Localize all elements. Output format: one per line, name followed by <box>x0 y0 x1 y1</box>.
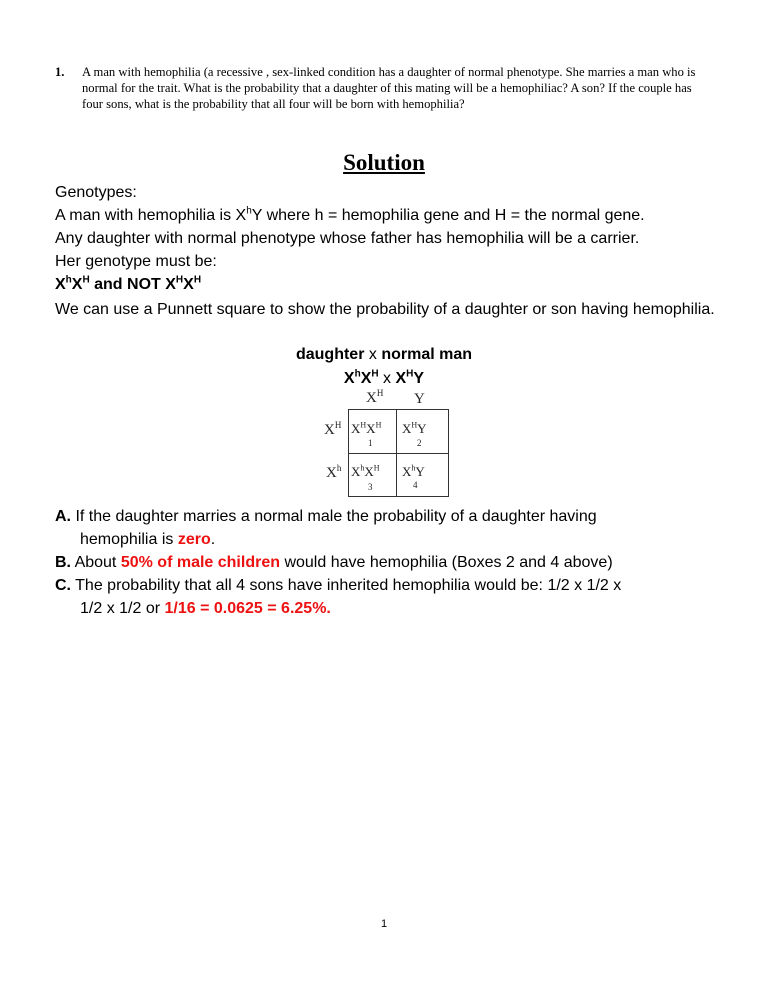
answer-c-line-2 <box>55 597 745 620</box>
cross-normal-man: normal man <box>381 346 473 363</box>
g-x3: X <box>165 276 176 293</box>
cell-3-b: X <box>364 464 374 479</box>
punnett-top-xH <box>366 390 383 407</box>
cell-1-b: X <box>366 421 376 436</box>
question-text: A man with hemophilia (a recessive , sex-linked condition has a daughter of normal phenotype. She marries a man who is normal for the trait. What is the probability that a daughter of this mating will be a hemophiliac? A son? If the couple has four sons, what is the probability that all four will be born with hemophilia? <box>82 65 696 111</box>
cross-line <box>0 346 768 364</box>
cell-2-b: Y <box>417 421 427 436</box>
punnett-grid <box>348 409 449 497</box>
cg-x3: X <box>395 370 407 387</box>
cross-x: x <box>368 346 377 363</box>
cell-2-a: X <box>402 421 412 436</box>
cell-4-b: Y <box>415 464 425 479</box>
answer-a <box>55 505 745 551</box>
punnett-intro: We can use a Punnett square to show the probability of a daughter or son having hemophilia. <box>55 301 715 318</box>
man-genotype-line <box>55 204 735 227</box>
cross-genotypes <box>0 370 768 388</box>
punnett-cell-number-1: 1 <box>368 438 373 448</box>
punnett-cell-number-3: 3 <box>368 482 373 492</box>
answer-a-text-1: If the daughter marries a normal male the probability of a daughter having <box>71 508 597 525</box>
man-text-after: Y where h = hemophilia gene and H = the normal gene. <box>251 207 645 224</box>
punnett-cell-number-4: 4 <box>413 480 418 490</box>
answer-b-label: B. <box>55 554 71 571</box>
g-x2: X <box>71 276 83 293</box>
answer-c-label: C. <box>55 577 71 594</box>
man-sup-h: h <box>246 205 252 217</box>
punnett-side-xh-sup: h <box>336 463 342 473</box>
g-and-not: and NOT <box>89 276 166 293</box>
answer-c <box>55 574 745 620</box>
g-sup-H1: H <box>82 274 90 286</box>
answer-c-highlight: 1/16 = 0.0625 = 6.25%. <box>164 600 331 617</box>
answer-b <box>55 551 745 574</box>
her-genotype-line: Her genotype must be: <box>55 253 217 270</box>
cell-4-a-sup: h <box>411 463 416 473</box>
answer-a-line-2 <box>55 528 745 551</box>
punnett-side-xH <box>324 422 341 439</box>
punnett-side-xh <box>326 465 341 482</box>
punnett-side-xh-base: X <box>326 465 337 481</box>
cell-1-b-sup: H <box>375 420 382 430</box>
g-x4: X <box>183 276 194 293</box>
answer-b-highlight: 50% of male children <box>120 554 280 571</box>
punnett-cell-2 <box>402 421 427 437</box>
answer-a-label: A. <box>55 508 71 525</box>
cg-x-sign: x <box>383 370 392 387</box>
answer-c-text-2: 1/2 x 1/2 or <box>80 600 165 617</box>
punnett-cell-4 <box>402 464 425 480</box>
cg-x2: X <box>360 370 372 387</box>
punnett-top-xH-sup: H <box>376 388 384 398</box>
genotypes-label: Genotypes: <box>55 184 137 201</box>
cg-sup-h: h <box>354 368 361 380</box>
punnett-cell-number-2: 2 <box>417 438 422 448</box>
page-number: 1 <box>380 918 388 930</box>
punnett-side-xH-sup: H <box>334 420 342 430</box>
g-sup-H2: H <box>175 274 184 286</box>
punnett-top-y: Y <box>414 391 425 407</box>
solution-title: Solution <box>343 150 425 175</box>
grid-divider-horizontal <box>349 453 448 454</box>
cell-3-b-sup: H <box>373 463 380 473</box>
cg-y: Y <box>413 370 425 387</box>
g-sup-H3: H <box>193 274 202 286</box>
answer-c-line-1 <box>55 574 745 597</box>
answer-b-text-1: About <box>71 554 121 571</box>
punnett-cell-3 <box>351 464 380 480</box>
g-x1: X <box>55 276 66 293</box>
cg-sup-H1: H <box>371 368 379 380</box>
question-number: 1. <box>55 65 65 79</box>
cell-2-a-sup: H <box>411 420 418 430</box>
answer-a-text-2: hemophilia is <box>80 531 178 548</box>
answer-c-text-1: The probability that all 4 sons have inherited hemophilia would be: 1/2 x 1/2 x <box>71 577 622 594</box>
answer-b-text-2: would have hemophilia (Boxes 2 and 4 above) <box>280 554 613 571</box>
cg-x1: X <box>343 370 355 387</box>
punnett-side-xH-base: X <box>324 422 335 438</box>
cell-1-a: X <box>351 421 361 436</box>
answer-a-end: . <box>210 531 216 548</box>
answer-a-line-1 <box>55 505 745 528</box>
cell-3-a-sup: h <box>360 463 365 473</box>
carrier-line: Any daughter with normal phenotype whose father has hemophilia will be a carrier. <box>55 230 640 247</box>
cross-daughter: daughter <box>295 346 365 363</box>
punnett-top-xH-base: X <box>366 390 377 406</box>
genotype-statement <box>55 273 735 296</box>
man-text-before: A man with hemophilia is X <box>55 207 247 224</box>
cell-4-a: X <box>402 464 412 479</box>
cg-sup-H2: H <box>406 368 414 380</box>
answer-a-highlight: zero <box>177 531 211 548</box>
cell-3-a: X <box>351 464 361 479</box>
punnett-square <box>322 388 452 500</box>
cell-1-a-sup: H <box>360 420 367 430</box>
question-block <box>55 64 715 112</box>
punnett-cell-1 <box>351 421 381 437</box>
g-sup-h: h <box>65 274 72 286</box>
